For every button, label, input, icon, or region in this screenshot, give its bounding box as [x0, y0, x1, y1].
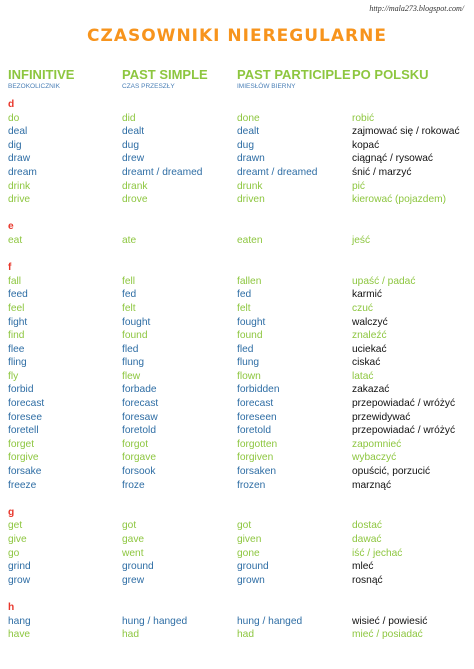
past-simple-cell: hung / hanged: [122, 615, 188, 627]
polish-cell: czuć: [352, 302, 373, 314]
past-participle-cell: forgiven: [237, 452, 274, 464]
past-simple-cell: froze: [122, 479, 145, 491]
past-participle-cell: foreseen: [237, 411, 277, 423]
infinitive-cell: dream: [8, 166, 37, 178]
verb-row: [0, 628, 474, 642]
infinitive-cell: find: [8, 330, 25, 342]
infinitive-cell: dig: [8, 139, 22, 151]
infinitive-cell: grind: [8, 561, 31, 573]
past-simple-cell: forgave: [122, 452, 156, 464]
polish-cell: karmić: [352, 289, 382, 301]
past-simple-cell: drove: [122, 194, 148, 206]
past-participle-cell: done: [237, 112, 260, 124]
past-participle-cell: driven: [237, 194, 265, 206]
past-participle-cell: given: [237, 534, 262, 545]
past-participle-cell: eaten: [237, 234, 263, 246]
infinitive-cell: go: [8, 547, 20, 559]
past-simple-cell: ate: [122, 234, 137, 246]
infinitive-cell: do: [8, 112, 20, 124]
infinitive-cell: draw: [8, 153, 31, 165]
verb-row: [0, 615, 474, 629]
infinitive-cell: drink: [8, 180, 31, 192]
infinitive-cell: have: [8, 629, 31, 641]
infinitive-cell: hang: [8, 615, 31, 627]
past-participle-cell: dealt: [237, 126, 260, 138]
group-letter: h: [8, 601, 15, 613]
infinitive-cell: fly: [8, 370, 19, 382]
past-participle-cell: fought: [237, 316, 266, 328]
verb-row: [0, 288, 474, 302]
past-participle-cell: fed: [237, 289, 252, 301]
verb-row: [0, 574, 474, 588]
past-simple-cell: fed: [122, 289, 137, 301]
group-spacer: [0, 248, 474, 262]
infinitive-cell: forecast: [8, 398, 45, 410]
past-simple-cell: forecast: [122, 398, 159, 410]
verb-row: [0, 152, 474, 166]
verb-row: [0, 479, 474, 493]
letter-heading-d: [0, 98, 474, 112]
past-participle-cell: forecast: [237, 398, 274, 410]
verb-row: [0, 560, 474, 574]
polish-cell: pić: [352, 180, 366, 192]
verb-row: [0, 383, 474, 397]
past-participle-cell: foretold: [237, 425, 271, 437]
past-participle-cell: found: [237, 330, 263, 342]
infinitive-cell: forgive: [8, 452, 39, 464]
past-simple-cell: got: [122, 520, 137, 532]
past-participle-cell: felt: [237, 302, 251, 314]
past-participle-cell: forgotten: [237, 438, 278, 450]
infinitive-cell: fling: [8, 357, 27, 369]
infinitive-cell: forbid: [8, 384, 34, 396]
past-simple-cell: fled: [122, 343, 139, 355]
past-participle-cell: forbidden: [237, 384, 280, 396]
polish-cell: kopać: [352, 139, 380, 151]
group-letter: g: [8, 506, 15, 518]
verb-row: [0, 302, 474, 316]
past-participle-cell: forsaken: [237, 466, 277, 478]
verb-row: [0, 125, 474, 139]
polish-cell: wybaczyć: [352, 452, 397, 464]
infinitive-cell: drive: [8, 194, 31, 206]
polish-cell: mieć / posiadać: [352, 629, 423, 641]
group-spacer: [0, 207, 474, 221]
past-simple-cell: foresaw: [122, 411, 158, 423]
polish-cell: przepowiadać / wróżyć: [352, 425, 456, 437]
infinitive-cell: fall: [8, 275, 22, 287]
past-simple-cell: foretold: [122, 425, 156, 437]
past-simple-cell: flew: [122, 370, 141, 382]
infinitive-cell: give: [8, 534, 27, 545]
verb-row: [0, 438, 474, 452]
verb-row: [0, 234, 474, 248]
polish-cell: ciągnąć / rysować: [352, 153, 433, 165]
past-simple-cell: dealt: [122, 126, 145, 138]
group-letter: e: [8, 221, 14, 233]
polish-cell: mleć: [352, 561, 374, 573]
verb-row: [0, 397, 474, 411]
header-infinitive-label: INFINITIVE: [8, 67, 75, 82]
verb-row: [0, 166, 474, 180]
polish-cell: ciskać: [352, 357, 381, 369]
polish-cell: robić: [352, 112, 375, 124]
past-simple-cell: did: [122, 112, 136, 124]
polish-cell: latać: [352, 370, 374, 382]
verb-row: [0, 370, 474, 384]
past-simple-cell: dug: [122, 139, 139, 151]
polish-cell: jeść: [352, 234, 371, 246]
infinitive-cell: eat: [8, 234, 23, 246]
verb-row: [0, 275, 474, 289]
group-letter: f: [8, 262, 12, 274]
past-participle-cell: dreamt / dreamed: [237, 166, 318, 178]
polish-cell: walczyć: [352, 316, 388, 328]
verb-row: [0, 343, 474, 357]
verb-row: [0, 316, 474, 330]
infinitive-cell: deal: [8, 126, 28, 138]
past-simple-cell: gave: [122, 534, 145, 545]
polish-cell: śnić / marzyć: [352, 166, 412, 178]
verb-row: [0, 451, 474, 465]
group-spacer: [0, 492, 474, 506]
past-participle-cell: frozen: [237, 479, 266, 491]
past-simple-cell: forbade: [122, 384, 157, 396]
past-participle-cell: had: [237, 629, 254, 641]
past-simple-cell: ground: [122, 561, 154, 573]
past-participle-cell: fallen: [237, 275, 262, 287]
past-participle-cell: got: [237, 520, 252, 532]
header-polish: [352, 67, 429, 82]
past-participle-cell: ground: [237, 561, 269, 573]
past-simple-cell: fought: [122, 316, 151, 328]
verb-row: [0, 519, 474, 533]
group-letter: d: [8, 99, 15, 110]
header-past-participle-sublabel: IMIESŁÓW BIERNY: [237, 83, 296, 90]
header-past-simple-label: PAST SIMPLE: [122, 67, 208, 82]
polish-cell: iść / jechać: [352, 547, 403, 559]
letter-heading-f: [0, 261, 474, 275]
polish-cell: zapomnieć: [352, 438, 402, 450]
infinitive-cell: freeze: [8, 479, 37, 491]
past-participle-cell: gone: [237, 547, 260, 559]
past-simple-cell: dreamt / dreamed: [122, 166, 203, 178]
past-simple-cell: forgot: [122, 438, 149, 450]
infinitive-cell: foresee: [8, 411, 42, 423]
letter-heading-h: [0, 601, 474, 615]
page-title: CZASOWNIKI NIEREGULARNE: [87, 26, 387, 46]
past-simple-cell: felt: [122, 302, 136, 314]
past-participle-cell: hung / hanged: [237, 615, 303, 627]
polish-cell: opuścić, porzucić: [352, 466, 431, 478]
verb-row: [0, 533, 474, 547]
polish-cell: zajmować się / rokować: [352, 126, 460, 138]
blog-url: http://mala273.blogspot.com/: [369, 4, 464, 13]
verb-row: [0, 139, 474, 153]
header-past-simple-sublabel: CZAS PRZESZŁY: [122, 83, 175, 90]
group-spacer: [0, 587, 474, 601]
past-simple-cell: drew: [122, 153, 145, 165]
past-participle-cell: fled: [237, 343, 254, 355]
polish-cell: dawać: [352, 534, 382, 545]
infinitive-cell: grow: [8, 574, 31, 586]
past-simple-cell: found: [122, 330, 148, 342]
past-simple-cell: forsook: [122, 466, 156, 478]
past-participle-cell: grown: [237, 574, 265, 586]
verb-row: [0, 193, 474, 207]
polish-cell: przepowiadać / wróżyć: [352, 398, 456, 410]
past-simple-cell: grew: [122, 574, 145, 586]
past-participle-cell: dug: [237, 139, 254, 151]
past-participle-cell: flown: [237, 370, 261, 382]
verb-table: [0, 98, 474, 642]
polish-cell: dostać: [352, 520, 383, 532]
infinitive-cell: fight: [8, 316, 28, 328]
infinitive-cell: flee: [8, 343, 25, 355]
past-simple-cell: drank: [122, 180, 148, 192]
past-simple-cell: flung: [122, 357, 145, 369]
infinitive-cell: get: [8, 520, 23, 532]
header-polish-label: PO POLSKU: [352, 67, 429, 82]
header-past-simple: [122, 67, 208, 91]
polish-cell: znaleźć: [352, 330, 387, 342]
past-participle-cell: drawn: [237, 153, 265, 165]
header-infinitive: [8, 67, 74, 91]
polish-cell: uciekać: [352, 343, 387, 355]
polish-cell: upaść / padać: [352, 275, 416, 287]
verb-row: [0, 547, 474, 561]
verb-row: [0, 112, 474, 126]
polish-cell: zakazać: [352, 384, 390, 396]
polish-cell: przewidywać: [352, 411, 411, 423]
infinitive-cell: feel: [8, 302, 25, 314]
infinitive-cell: forget: [8, 438, 35, 450]
verb-row: [0, 356, 474, 370]
past-simple-cell: fell: [122, 275, 136, 287]
letter-heading-e: [0, 220, 474, 234]
polish-cell: marznąć: [352, 479, 392, 491]
polish-cell: wisieć / powiesić: [352, 615, 428, 627]
infinitive-cell: foretell: [8, 425, 39, 437]
header-infinitive-sublabel: BEZOKOLICZNIK: [8, 83, 61, 90]
past-participle-cell: flung: [237, 357, 260, 369]
header-past-participle-label: PAST PARTICIPLE: [237, 67, 351, 82]
polish-cell: rosnąć: [352, 574, 383, 586]
verb-row: [0, 411, 474, 425]
verb-row: [0, 465, 474, 479]
past-simple-cell: went: [122, 547, 144, 559]
verb-row: [0, 329, 474, 343]
infinitive-cell: forsake: [8, 466, 42, 478]
polish-cell: kierować (pojazdem): [352, 194, 446, 206]
past-participle-cell: drunk: [237, 180, 263, 192]
past-simple-cell: had: [122, 629, 139, 641]
verb-row: [0, 180, 474, 194]
infinitive-cell: feed: [8, 289, 28, 301]
column-headers: [0, 67, 474, 97]
letter-heading-g: [0, 506, 474, 520]
verb-row: [0, 424, 474, 438]
header-past-participle: [237, 67, 351, 91]
